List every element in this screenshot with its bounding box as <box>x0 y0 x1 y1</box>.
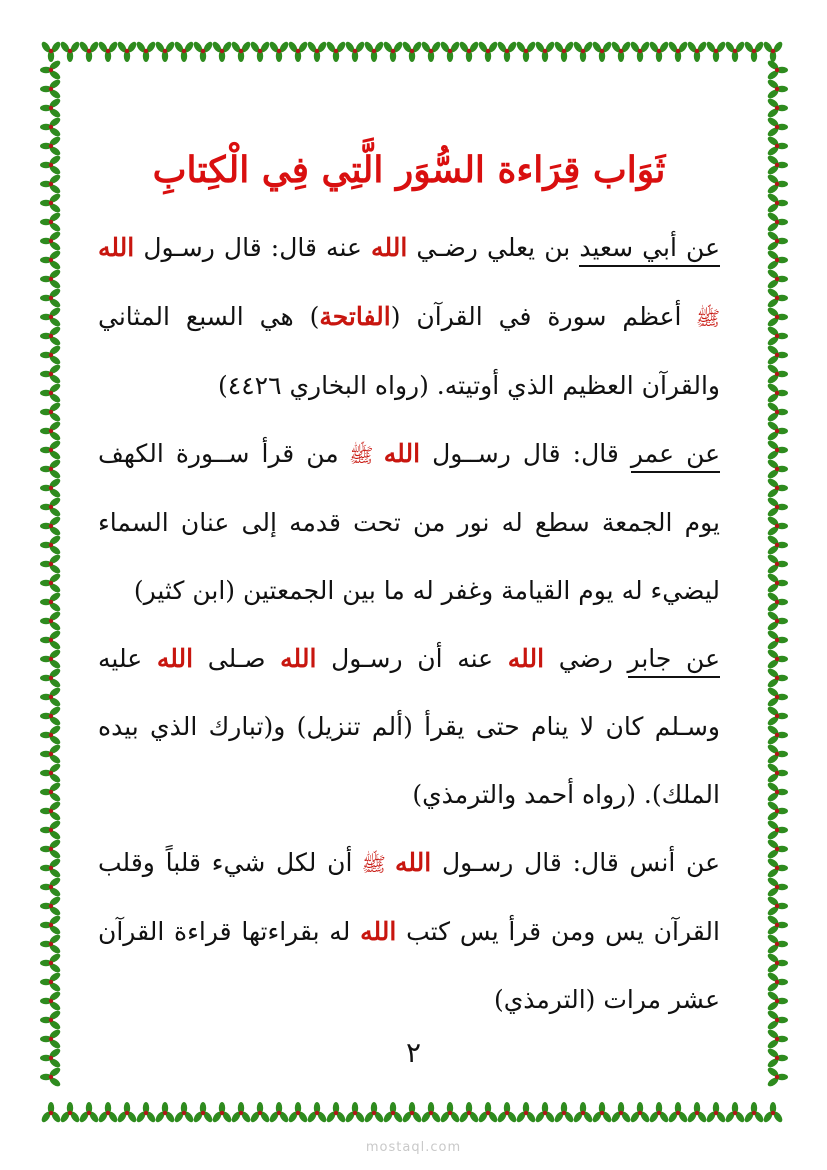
text: قال: قال رسـول <box>431 848 630 877</box>
pbuh-icon: ﷺ <box>338 443 384 467</box>
hadith-4 <box>98 829 720 1034</box>
text: قال: قال رســول <box>420 439 631 468</box>
allah-word: الله <box>280 644 317 673</box>
allah-word: الله <box>507 644 545 673</box>
text: عنه أن رسـول <box>316 644 508 673</box>
page-number: ٢ <box>405 1036 422 1069</box>
text: من قرأ ســورة الكهف يوم الجمعة سطع له نور من تحت قدمه إلى عنان السماء ليضيء له يوم القيامة وغفر له ما بين الجمعتين (ابن كثير) <box>98 439 720 605</box>
text: عليه وسـلم كان لا ينام حتى يقرأ (ألم تنزيل) و(تبارك الذي بيده الملك). (رواه أحمد والترمذي) <box>98 644 720 809</box>
narrator: عن أبي سعيد <box>579 233 720 267</box>
page-content <box>98 140 720 1034</box>
allah-word: الله <box>394 848 432 877</box>
hadith-2 <box>98 420 720 625</box>
text: ) هي السبع المثاني والقرآن العظيم الذي أوتيته. (رواه البخاري ٤٤٢٦) <box>98 302 720 400</box>
hadith-3 <box>98 625 720 829</box>
hadith-1 <box>98 214 720 420</box>
allah-word: الله <box>371 233 408 262</box>
allah-word: الله <box>98 233 135 262</box>
text: بن يعلي رضـي <box>407 233 580 262</box>
narrator: عن أنس <box>629 848 721 877</box>
text: رضي <box>544 644 628 673</box>
text: صـلى <box>193 644 281 673</box>
allah-word: الله <box>156 644 194 673</box>
narrator: عن عمر <box>631 439 720 473</box>
page-title: ثَوَاب قِرَاءة السُّوَر الَّتِي فِي الْكِتابِ <box>152 149 666 191</box>
surah-name: الفاتحة <box>319 302 391 331</box>
pbuh-icon: ﷺ <box>352 852 395 876</box>
text: أن لكل شيء قلباً وقلب القرآن يس ومن قرأ يس كتب <box>98 848 720 946</box>
narrator: عن جابر <box>628 644 720 678</box>
text: عنه قال: قال رسـول <box>134 233 372 262</box>
watermark: mostaql.com <box>365 1140 462 1155</box>
text: أعظم سورة في القرآن ( <box>390 302 682 331</box>
allah-word: الله <box>360 917 397 946</box>
allah-word: الله <box>383 439 421 468</box>
pbuh-icon: ﷺ <box>681 306 720 330</box>
text: له بقراءتها قراءة القرآن عشر مرات (الترمذي) <box>98 917 720 1014</box>
